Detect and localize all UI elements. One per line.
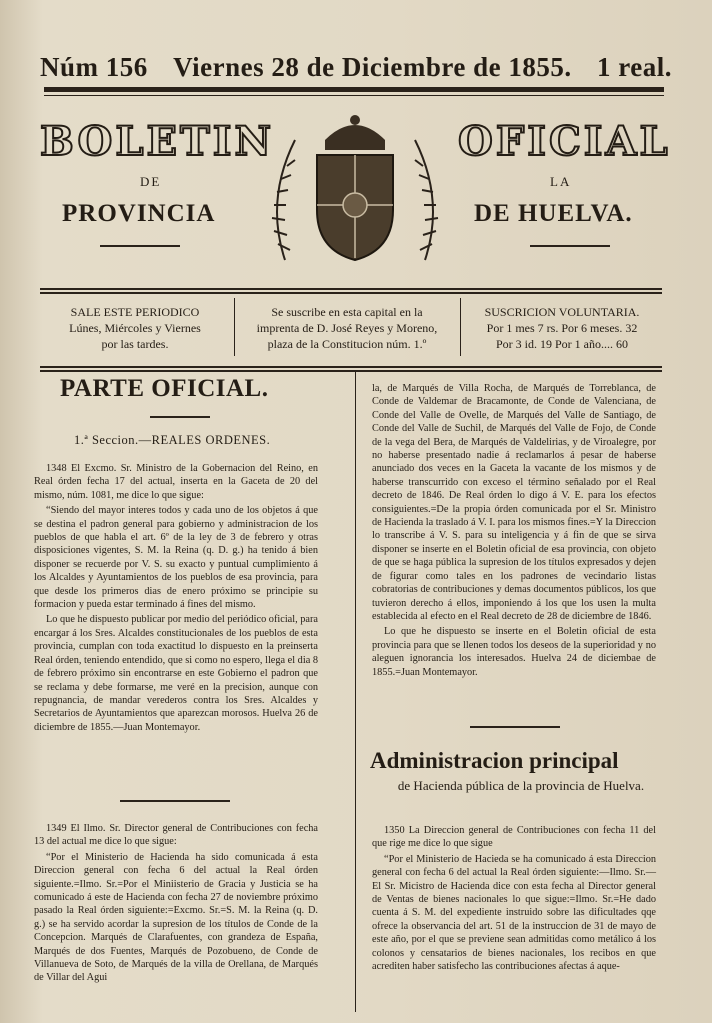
issue-date: Viernes 28 de Diciembre de 1855. (173, 52, 572, 82)
subscription-box (40, 288, 662, 372)
section-heading: 1.ª Seccion.—REALES ORDENES. (74, 433, 271, 447)
title-provincia: PROVINCIA (62, 200, 216, 227)
masthead-rule (44, 87, 664, 92)
article-1348-body: Lo que he dispuesto publicar por medio del periódico oficial, para encargar á los Sres. Alcaldes constitucionales de los pueblos de esta provincia, cumplan con toda exactitud lo dispuesto en la preinserta Real órden, teniendo entendido, que si como no espero, llega el dia 8 de febrero próximo sin encontrarse en este Gobierno el padron que se reclama y debe formarse, me veré en la precision, aunque con repugnancia, de mandar verederos contra los Sres. Alcaldes y Secretarios de Ayuntamientos que aparezcan morosos. Huelva 26 de diciembre de 1855.—Juan Montemayor. (34, 614, 318, 733)
heading-ornament (150, 416, 210, 418)
title-la: LA (550, 174, 572, 189)
title-boletin: BOLETIN (40, 118, 275, 165)
article-1349-quote: “Por el Ministerio de Hacienda ha sido comunicada á esta Direccion general con fecha 6 del actual la Real órden siguiente.=Ilmo. Sr.=Por el Miniisterio de Gracia y Justicia se ha comunicado á este de Hacienda con fecha 27 de noviembre próximo pasado la Real órden siguiente:=Excmo. Sr.=S. M. la Reina (q. D. g.) se ha servido acordar la supresion de los títulos de Conde de la Concepcion. Marqués de Clarafuentes, con grandeza de España, Marqués de dos Fuentes, Marqués de Pozobueno, de Conde de Villanueva de Soto, de Marqués de la villa de Orellana, de Marqués de Villar del Agui (34, 851, 318, 984)
article-1349: 1349 El Ilmo. Sr. Director general de Contribuciones con fecha 13 del actual me dice lo que sigue: (34, 823, 318, 848)
administracion-heading: Administracion principal (370, 748, 619, 773)
article-separator (120, 800, 230, 802)
parte-oficial-heading: PARTE OFICIAL. (60, 375, 269, 402)
masthead (40, 52, 672, 83)
publication-info-line: Lúnes, Miércoles y Viernes (69, 321, 201, 335)
subscription-prices (464, 304, 660, 352)
article-1349-closing: Lo que he dispuesto se inserte en el Boletin oficial de esta provincia para que se llenen todos los deseos de la superioridad y no aleguen ignorancia los interesados. Huelva 24 de diciembae de 1855.=Juan Montemayor. (372, 626, 656, 678)
article-1350: 1350 La Direccion general de Contribuciones con fecha 11 del que rige me dice lo que sigue (372, 825, 656, 850)
publication-info-line: SALE ESTE PERIODICO (70, 305, 200, 319)
masthead-rule-thin (44, 95, 664, 96)
subscription-address (238, 304, 456, 352)
title-de: DE (140, 174, 162, 189)
subscription-address-line: plaza de la Constitucion núm. 1.º (267, 337, 427, 351)
title-ornament-left (100, 245, 180, 247)
article-1348-quote: “Siendo del mayor interes todos y cada uno de los objetos á que se destina el padron general para gobierno y administracion de los pueblos de que habla el art. 6º de la ley de 3 de febrero y otras disposiciones vigentes, S. M. la Reina (q. D. g.) ha tenido á bien disponer se recuerde por V. S. su exacto y puntual cumplimiento á los Alcaldes y Ayuntamientos de los pueblos de esa provincia, para que desde los primeros dias de enero próximo se principie su formacion y pueda estar terminado á fines del mismo. (34, 505, 318, 611)
right-column-text-2 (372, 824, 656, 975)
subscription-prices-line: Por 3 id. 19 Por 1 año.... 60 (496, 337, 628, 351)
publication-info (46, 304, 224, 352)
royal-crest-icon (255, 110, 455, 270)
administracion-subheading: de Hacienda pública de la provincia de Huelva. (397, 778, 645, 793)
article-1350-quote: “Por el Ministerio de Hacieda se ha comunicado á esta Direccion general con fecha 6 del actual la Real órden siguiente:—Ilmo. Sr.—El Sr. Micistro de Hacienda dice con esta fecha al Director general de Ventas de bienes nacionales lo que sigue:=Ilmo. Sr.=He dado cuenta á S. M. del expediente instruido sobre las dificultades qqe ofrece la observancia del art. 51 de la instruccion de 31 de mayo de este año, por el que se previene sean admitidas como metálico á los colonos y censatarios de bienes nacionales, los recibos en que acrediten haber satisfecho las contribuciones afectas á aque- (372, 853, 656, 973)
article-separator (470, 726, 560, 728)
article-1348: 1348 El Excmo. Sr. Ministro de la Gobernacion del Reino, en Real órden fecha 17 del actual, inserta en la Gaceta de 20 del mismo, núm. 1081, me dice lo que sigue: (34, 463, 318, 501)
publication-info-line: por las tardes. (101, 337, 169, 351)
title-ornament-right (530, 245, 610, 247)
box-divider (234, 298, 235, 356)
column-divider (355, 372, 356, 1012)
subscription-address-line: Se suscribe en esta capital en la (271, 305, 423, 319)
left-column-text-2 (34, 822, 318, 987)
right-column-text-1 (372, 382, 656, 681)
box-divider (460, 298, 461, 356)
subscription-prices-line: Por 1 mes 7 rs. Por 6 meses. 32 (486, 321, 638, 335)
title-de-huelva: DE HUELVA. (474, 200, 633, 227)
subscription-prices-line: SUSCRICION VOLUNTARIA. (484, 305, 640, 319)
article-1349-continued: la, de Marqués de Villa Rocha, de Marqués de Torreblanca, de Conde de Valdemar de Bracamonte, de Conde de Valenciana, de Conde del Valle de Ovelle, de Marqués del Valle de Santiago, de Conde del Valle de Suchil, de Marqués del Valle de Fojo, de Conde de la vega del Bera, de Marqués de Valdelirias, y de Viroalegre, por no haberse presentado nadie á reclamarlos á pesar de haberse anunciado dos veces en la Gaceta la vacante de los mismos y de haberse transcurrido con exceso el término señalado por el Real decreto de 1846. De Real órden lo digo á V. E. para los efectos consiguientes.=De la propia órden comunicada por el Sr. Ministro de Hacienda la traslado á V. I. para los mismos fines.=Y la Direccion lo transcribe á V. S. para su inteligencia y á fin de que se sirva disponer se inserte en el Boletin oficial de esa provincia, con objeto de que se haga pública la supresion de los títulos expresados y dejen de figurar como tales en los padrones de vecindario listas cobratorias de contribuciones y demas documentos públicos, los que tuvieron derecho á ellos, imponiendo á los que los usen la multa establecida al efecto en el Real decreto de 28 de diciembre de 1846. (372, 383, 656, 622)
title-oficial: OFICIAL (458, 118, 671, 165)
subscription-address-line: imprenta de D. José Reyes y Moreno, (256, 321, 438, 335)
issue-number: Núm 156 (40, 52, 148, 82)
issue-price: 1 real. (597, 52, 672, 82)
left-column-text-1 (34, 462, 318, 736)
